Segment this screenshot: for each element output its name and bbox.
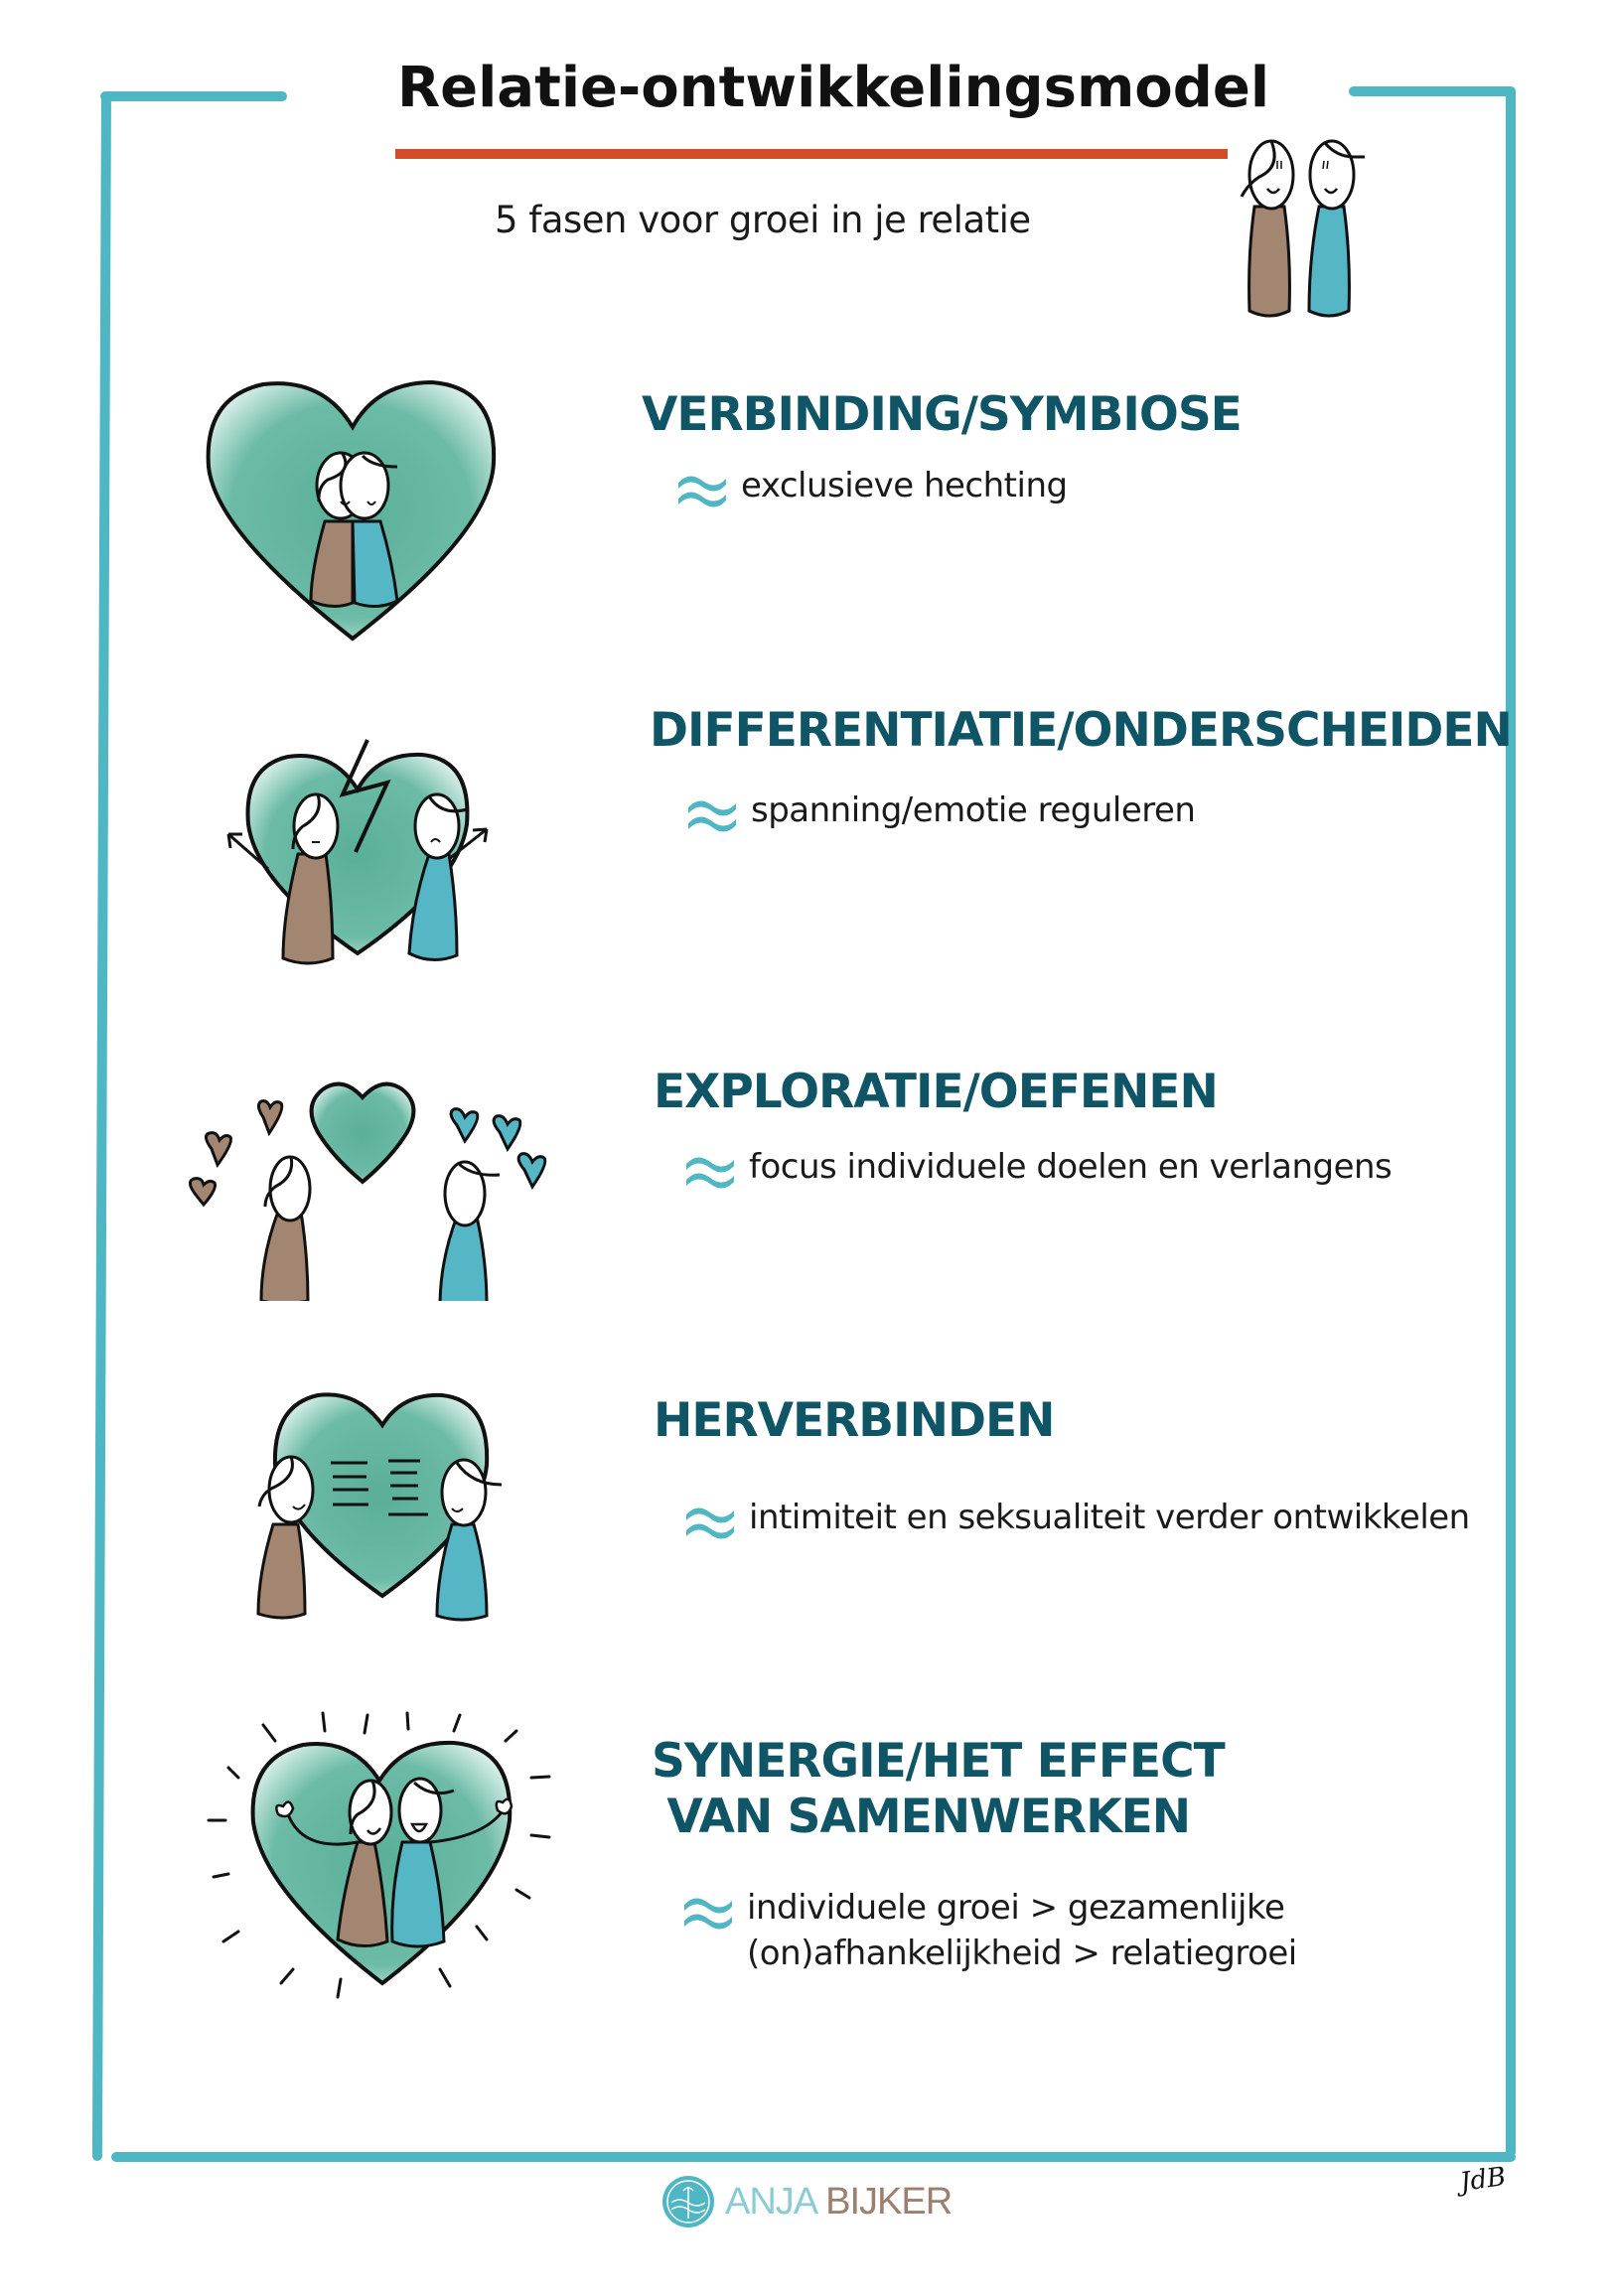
frame-top-right (1349, 86, 1516, 96)
phase-3-description (683, 1144, 1392, 1190)
phase-5-title-line-1: SYNERGIE/HET EFFECT (652, 1734, 1225, 1789)
frame-right (1506, 86, 1516, 2157)
wave-icon (683, 1501, 737, 1540)
brand-logo[interactable] (661, 2175, 952, 2228)
phase-5-title (652, 1734, 1225, 1846)
phase-4-description (683, 1495, 1470, 1540)
logo-first-name: ANJA (725, 2180, 818, 2223)
couple-separate-hearts-icon (184, 1077, 551, 1301)
title-underline (395, 149, 1228, 159)
phase-2-description (685, 788, 1195, 833)
frame-bottom (111, 2152, 1516, 2162)
phase-1-title: VERBINDING/SYMBIOSE (642, 387, 1242, 442)
phase-5-description (681, 1885, 1297, 1976)
phase-3-title: EXPLORATIE/OEFENEN (654, 1065, 1218, 1119)
frame-left (92, 91, 111, 2161)
broken-heart-couple-icon (199, 735, 516, 973)
artist-signature: JdB (1458, 2161, 1509, 2199)
phase-2-title: DIFFERENTIATIE/ONDERSCHEIDEN (650, 703, 1512, 758)
phase-4-title: HERVERBINDEN (654, 1393, 1055, 1448)
heart-couple-embracing-icon (204, 372, 502, 650)
phase-5-description-line-2: (on)afhankelijkheid > relatiegroei (747, 1934, 1297, 1973)
phase-2-description-line: spanning/emotie reguleren (751, 790, 1196, 830)
page-title: Relatie-ontwikkelingsmodel (397, 56, 1270, 120)
wave-icon (683, 1150, 737, 1190)
wave-icon (681, 1891, 735, 1931)
page-subtitle: 5 fasen voor groei in je relatie (495, 199, 1031, 241)
phase-5-title-line-2: VAN SAMENWERKEN (652, 1790, 1191, 1845)
logo-last-name: BIJKER (825, 2180, 953, 2223)
couple-standing-icon (1230, 127, 1398, 326)
phase-1-description (675, 463, 1068, 508)
radiant-heart-couple-icon (194, 1703, 561, 2001)
phase-4-description-line: intimiteit en seksualiteit verder ontwikkelen (749, 1498, 1470, 1537)
wave-icon (675, 469, 729, 508)
frame-top-left (100, 91, 287, 101)
logo-emblem-icon (661, 2175, 715, 2228)
phase-5-description-line-1: individuele groei > gezamenlijke (747, 1888, 1285, 1928)
phase-1-description-line: exclusieve hechting (741, 466, 1068, 505)
wave-icon (685, 793, 739, 833)
phase-3-description-line: focus individuele doelen en verlangens (749, 1147, 1393, 1187)
couple-talking-heart-icon (243, 1385, 521, 1624)
